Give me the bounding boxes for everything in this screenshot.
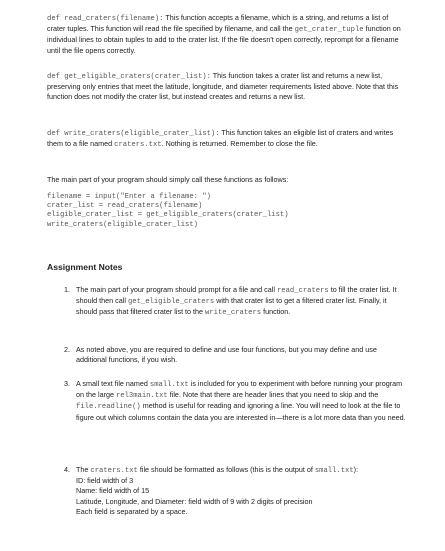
craters-txt-code: craters.txt	[114, 141, 162, 150]
note-text: is included for you to experiment with before running your program on the large	[76, 379, 403, 400]
note-text: file. Note that there are header lines that you need to skip and the	[169, 390, 379, 400]
read-craters-code: read_craters	[276, 287, 329, 295]
note-item	[64, 285, 409, 319]
note-text: method is useful for reading and ignoring a line. You will need to look at the file to figure out which columns contain the data you are interested in—there is a lot more data than you need.	[76, 401, 406, 422]
note-item	[64, 379, 409, 423]
write-craters-text-rest: . Nothing is returned. Remember to close the file.	[161, 139, 318, 149]
note-item	[64, 465, 409, 517]
get-crater-tuple-code: get_crater_tuple	[294, 26, 364, 35]
small-txt-code: small.txt	[149, 381, 189, 389]
format-line: Each field is separated by a space.	[76, 506, 188, 516]
read-craters-signature: def read_craters(filename):	[47, 15, 164, 23]
assignment-notes-heading: Assignment Notes	[47, 262, 123, 272]
get-eligible-craters-text: This function takes a crater list and returns a new list, preserving only entries that meet the latitude, longitude, and diameter requirements listed above. Note that this function does not modify the crater list, but instead creates and returns a new list.	[47, 71, 399, 102]
note-text: function.	[263, 307, 291, 317]
note-number: 2.	[64, 345, 70, 354]
read-craters-text: This function accepts a filename, which is a string, and returns a list of crater tuples. This function will read the file specified by filename, and call the	[47, 13, 389, 34]
get-eligible-craters-signature: def get_eligible_craters(crater_list):	[47, 73, 211, 81]
format-line: Name: field width of 15	[76, 486, 150, 496]
code-line: filename = input("Enter a filename: ")	[47, 193, 211, 201]
small-txt-code: small.txt	[314, 467, 354, 475]
note-text: The main part of your program should prompt for a file and call	[76, 285, 275, 294]
format-line: ID: field width of 3	[76, 476, 134, 486]
note-text: with that crater list to get a filtered crater list. Finally, it should pass that filtered crater list to the	[76, 296, 387, 317]
get-eligible-craters-description	[47, 71, 407, 103]
read-craters-text-rest: function on individual lines to obtain tuples to add to the crater list. If the file doesn't open correctly, reprompt for a filename until the file opens correctly.	[47, 24, 401, 55]
note-text: The	[76, 465, 89, 474]
get-eligible-craters-code: get_eligible_craters	[127, 298, 215, 307]
code-line: eligible_crater_list = get_eligible_craters(crater_list)	[47, 211, 289, 220]
code-line: crater_list = read_craters(filename)	[47, 202, 203, 211]
craters-txt-code: craters.txt	[90, 467, 138, 475]
format-line: Latitude, Longitude, and Diameter: field width of 9 with 2 digits of precision	[76, 496, 313, 506]
write-craters-text: This function takes an eligible list of craters and writes them to a file named	[47, 128, 394, 149]
note-item	[64, 345, 409, 365]
main-intro: The main part of your program should simply call these functions as follows:	[47, 175, 289, 184]
rel3main-txt-code: rel3main.txt	[115, 392, 168, 401]
note-text: A small text file named	[76, 379, 148, 388]
main-code-block	[47, 193, 407, 230]
code-line: write_craters(eligible_crater_list)	[47, 220, 198, 229]
note-text: file should be formatted as follows (this is the output of	[139, 465, 313, 474]
note-text: ):	[353, 465, 359, 474]
note-number: 4.	[64, 465, 70, 474]
note-text: to fill the crater list. It should then call	[76, 285, 397, 306]
write-craters-description	[47, 128, 407, 150]
note-number: 1.	[64, 285, 70, 294]
note-number: 3.	[64, 379, 70, 388]
write-craters-code: write_craters	[205, 309, 262, 318]
read-craters-description	[47, 13, 407, 56]
write-craters-signature: def write_craters(eligible_crater_list):	[47, 130, 220, 138]
file-readline-code: file.readline()	[76, 403, 141, 412]
note-text: As noted above, you are required to define and use four functions, but you may define and use additional functions, if you wish.	[76, 345, 377, 365]
